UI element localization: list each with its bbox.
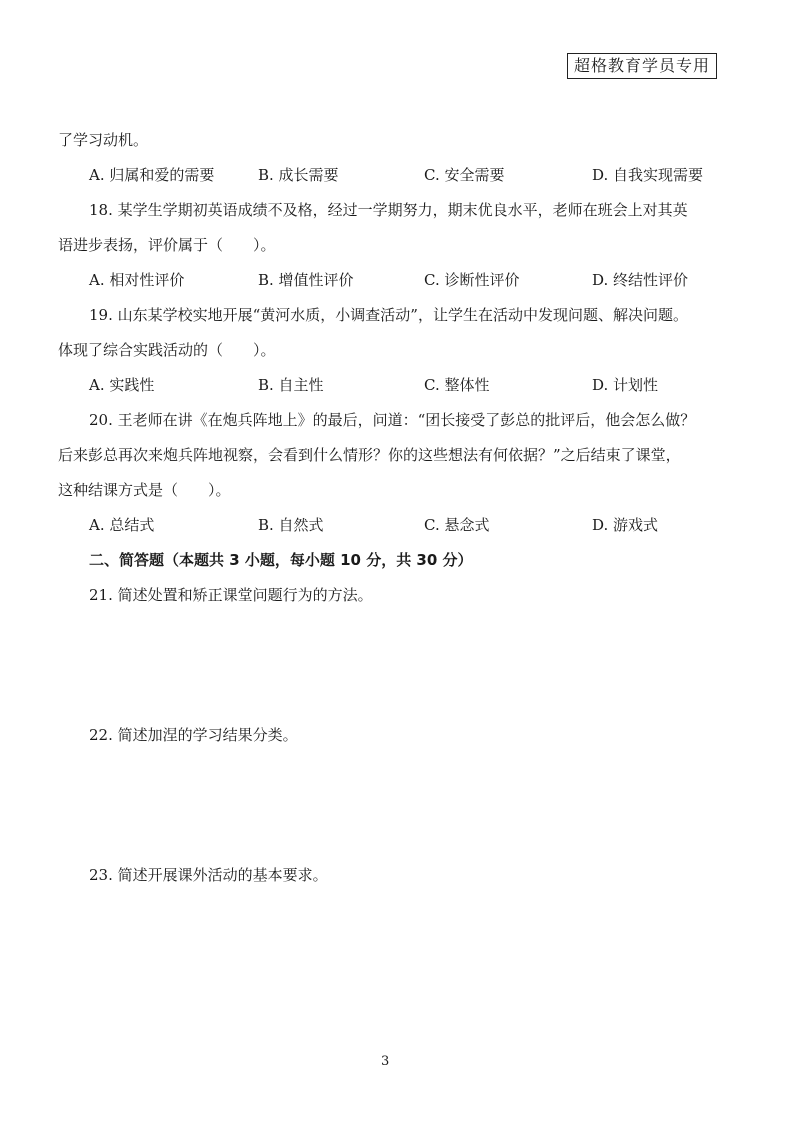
q17-option-b: B. 成长需要	[258, 166, 339, 184]
q18-stem-line1: 18. 某学生学期初英语成绩不及格，经过一学期努力，期末优良水平，老师在班会上对其英	[89, 201, 688, 219]
page-number: 3	[381, 1054, 390, 1069]
q20-stem-line1: 20. 王老师在讲《在炮兵阵地上》的最后，问道：“团长接受了彭总的批评后，他会怎么做？	[89, 411, 696, 429]
q20-stem-line2: 后来彭总再次来炮兵阵地视察，会看到什么情形？你的这些想法有何依据？”之后结束了课堂，	[58, 446, 681, 464]
q21-stem: 21. 简述处置和矫正课堂问题行为的方法。	[89, 586, 373, 604]
q18-stem-line2: 语进步表扬，评价属于（ ）。	[58, 236, 276, 254]
q19-option-a: A. 实践性	[89, 376, 155, 394]
q20-stem-line3: 这种结课方式是（ ）。	[58, 481, 231, 499]
q20-option-a: A. 总结式	[89, 516, 155, 534]
q23-stem: 23. 简述开展课外活动的基本要求。	[89, 866, 328, 884]
q17-option-c: C. 安全需要	[424, 166, 505, 184]
q18-option-a: A. 相对性评价	[89, 271, 185, 289]
q18-option-d: D. 终结性评价	[592, 271, 689, 289]
q19-option-c: C. 整体性	[424, 376, 490, 394]
q17-option-a: A. 归属和爱的需要	[89, 166, 215, 184]
q22-stem: 22. 简述加涅的学习结果分类。	[89, 726, 298, 744]
q18-option-b: B. 增值性评价	[258, 271, 354, 289]
q17-option-d: D. 自我实现需要	[592, 166, 704, 184]
q20-option-d: D. 游戏式	[592, 516, 659, 534]
q19-option-d: D. 计划性	[592, 376, 659, 394]
q18-option-c: C. 诊断性评价	[424, 271, 520, 289]
q19-stem-line2: 体现了综合实践活动的（ ）。	[58, 341, 276, 359]
q19-option-b: B. 自主性	[258, 376, 324, 394]
q19-stem-line1: 19. 山东某学校实地开展“黄河水质，小调查活动”，让学生在活动中发现问题、解决问题。	[89, 306, 688, 324]
q20-option-c: C. 悬念式	[424, 516, 490, 534]
exclusive-use-stamp: 超格教育学员专用	[567, 53, 717, 79]
q20-option-b: B. 自然式	[258, 516, 324, 534]
q17-continuation: 了学习动机。	[58, 131, 149, 149]
section-heading-short-answer: 二、简答题（本题共 3 小题，每小题 10 分，共 30 分）	[89, 551, 473, 569]
